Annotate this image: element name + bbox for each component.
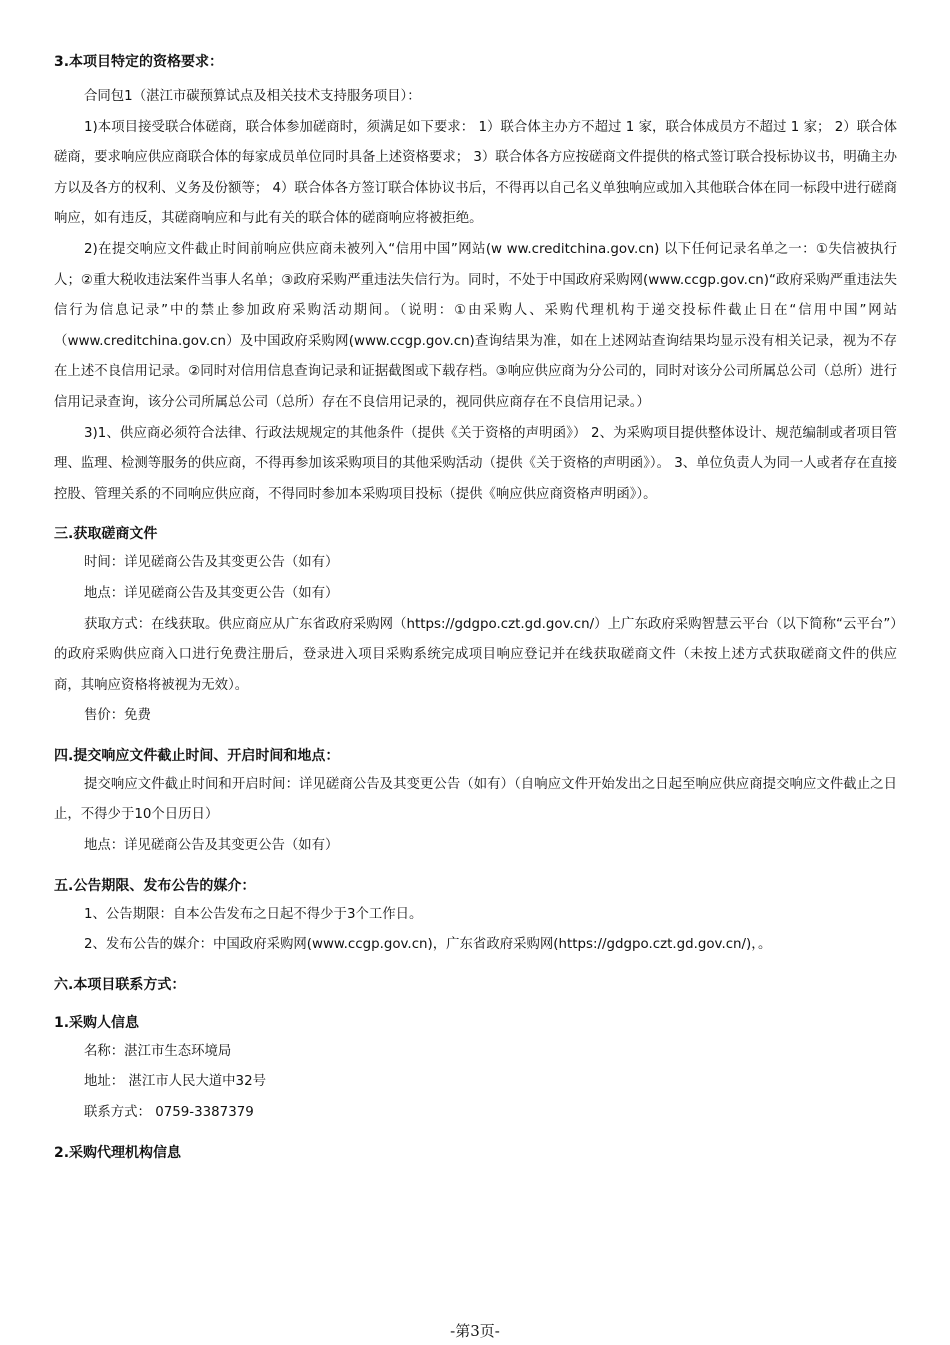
obtain-place: 地点：详见磋商公告及其变更公告（如有） [84,585,339,601]
buyer-address: 地址： 湛江市人民大道中32号 [84,1074,266,1090]
obtain-time: 时间：详见磋商公告及其变更公告（如有） [84,555,339,571]
agency-info-heading: 2.采购代理机构信息 [54,1144,182,1161]
obtain-method: 获取方式：在线获取。供应商应从广东省政府采购网（https://gdgpo.czt.gd.gov.cn/）上广东政府采购智慧云平台（以下简称“云平台”）的政府采购供应商入口进行免费注册后，登录进入项目采购系统完成项目响应登记并在线获取磋商文件（未按上述方式获取磋商文件的供应商，其响应资格将被视为无效）。 [54,616,897,693]
requirement-1: 1)本项目接受联合体磋商，联合体参加磋商时，须满足如下要求： 1）联合体主办方不超过 1 家，联合体成员方不超过 1 家； 2）联合体磋商，要求响应供应商联合体的每家成员单位同时具备上述资格要求； 3）联合体各方应按磋商文件提供的格式签订联合投标协议书，明确主办方以及各方的权利、义务及份额等； 4）联合体各方签订联合体协议书后，不得再以自己名义单独响应或加入其他联合体在同一标段中进行磋商响应，如有违反，其磋商响应和与此有关的联合体的磋商响应将被拒绝。 [54,119,897,227]
obtain-price: 售价：免费 [84,708,151,724]
section-heading-qualification: 3.本项目特定的资格要求： [54,54,224,70]
buyer-name: 名称：湛江市生态环境局 [84,1043,232,1059]
section-heading-obtain-documents: 三.获取磋商文件 [54,526,158,543]
announcement-period: 1、公告期限：自本公告发布之日起不得少于3个工作日。 [84,906,423,922]
section-heading-announcement: 五.公告期限、发布公告的媒介： [54,877,256,894]
document-body [54,52,897,1163]
announcement-media: 2、发布公告的媒介：中国政府采购网(www.ccgp.gov.cn)，广东省政府采购网(https://gdgpo.czt.gd.gov.cn/)，。 [84,937,772,953]
requirement-3: 3)1、供应商必须符合法律、行政法规规定的其他条件（提供《关于资格的声明函》） 2、为采购项目提供整体设计、规范编制或者项目管理、监理、检测等服务的供应商，不得再参加该采购项目的其他采购活动（提供《关于资格的声明函》）。 3、单位负责人为同一人或者存在直接控股、管理关系的不同响应供应商，不得同时参加本采购项目投标（提供《响应供应商资格声明函》）。 [54,425,897,502]
requirement-2: 2)在提交响应文件截止时间前响应供应商未被列入“信用中国”网站(w ww.creditchina.gov.cn) 以下任何记录名单之一：①失信被执行人；②重大税收违法案件当事人名单；③政府采购严重违法失信行为。同时，不处于中国政府采购网(www.ccgp.gov.cn)“政府采购严重违法失信行为信息记录”中的禁止参加政府采购活动期间。（说明：①由采购人、采购代理机构于递交投标件截止日在“信用中国”网站（www.creditchina.gov.cn）及中国政府采购网(www.ccgp.gov.cn)查询结果为准，如在上述网站查询结果均显示没有相关记录，视为不存在上述不良信用记录。②同时对信用信息查询记录和证据截图或下载存档。③响应供应商为分公司的，同时对该分公司所属总公司（总所）进行信用记录查询，该分公司所属总公司（总所）存在不良信用记录的，视同供应商存在不良信用记录。） [54,241,897,410]
section-heading-contact: 六.本项目联系方式： [54,976,186,993]
buyer-contact: 联系方式： 0759-3387379 [84,1105,254,1121]
deadline-text: 提交响应文件截止时间和开启时间：详见磋商公告及其变更公告（如有）（自响应文件开始发出之日起至响应供应商提交响应文件截止之日止，不得少于10个日历日） [54,776,897,823]
section-heading-deadline: 四.提交响应文件截止时间、开启时间和地点： [54,747,340,764]
page-number: -第3页- [450,1322,500,1340]
buyer-info-heading: 1.采购人信息 [54,1014,140,1031]
deadline-place: 地点：详见磋商公告及其变更公告（如有） [84,838,339,854]
lot-title: 合同包1（湛江市碳预算试点及相关技术支持服务项目）： [84,89,421,104]
